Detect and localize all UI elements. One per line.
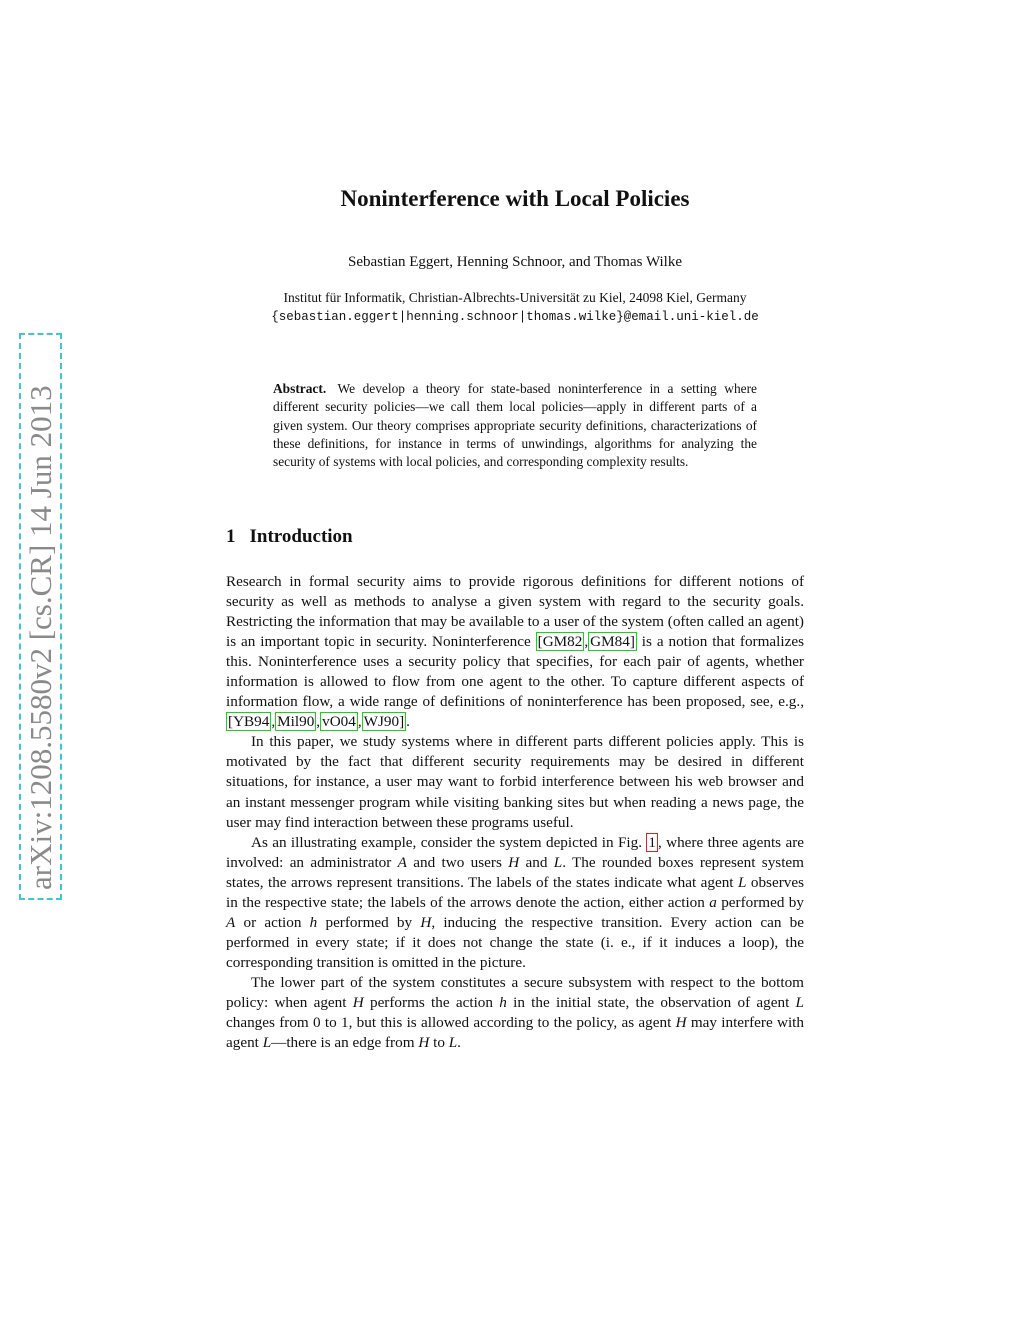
abstract: [273, 380, 757, 471]
section-heading: [226, 526, 353, 548]
citation-separator: ,: [357, 713, 362, 731]
paragraph-4: [226, 973, 804, 1053]
citation-link[interactable]: [588, 632, 637, 651]
math-var: L: [448, 1034, 458, 1052]
text-run: and two users: [406, 853, 509, 871]
math-var: L: [737, 873, 747, 891]
citation-key: Mil90: [277, 713, 315, 731]
text-run: observes in the respective state; the labels of the arrows denote the action, either action: [226, 873, 804, 911]
text-run: , where three agents are involved: an administrator: [226, 833, 804, 871]
math-var: h: [309, 913, 318, 931]
text-run: .: [457, 1034, 461, 1052]
paper-title: Noninterference with Local Policies: [340, 186, 690, 211]
citation-link[interactable]: [226, 712, 271, 731]
citation-key: vO04: [322, 713, 356, 731]
text-run: or action: [235, 913, 310, 931]
citation-link[interactable]: [320, 712, 358, 731]
math-var: A: [226, 913, 236, 931]
citation-link[interactable]: [275, 712, 316, 731]
text-run: in the initial state, the observation of agent: [506, 993, 796, 1011]
text-run: changes from 0 to 1, but this is allowed according to the policy, as agent: [226, 1014, 676, 1032]
paper-email: {sebastian.eggert|henning.schnoor|thomas.wilke}@email.uni-kiel.de: [271, 310, 759, 324]
text-run: . The rounded boxes represent system states, the arrows represent transitions. The labels of the states indicate what agent: [226, 853, 804, 891]
math-var: H: [675, 1014, 687, 1032]
text-run: performs the action: [363, 993, 500, 1011]
math-var: L: [553, 853, 563, 871]
math-var: H: [418, 1034, 430, 1052]
citation-separator: ,: [316, 713, 321, 731]
citation-separator: ,: [584, 633, 589, 651]
section-title: Introduction: [249, 526, 353, 547]
text-run: may interfere with agent: [226, 1014, 804, 1052]
text-run: performed by: [317, 913, 421, 931]
math-var: H: [352, 993, 364, 1011]
text-run: .: [406, 713, 410, 731]
paragraph-1: [226, 572, 804, 732]
citation-key: YB94: [233, 713, 270, 731]
text-run: —there is an edge from: [271, 1034, 419, 1052]
paragraph-3: [226, 833, 804, 973]
text-run: Research in formal security aims to provide rigorous definitions for different notions of security as well as methods to analyse a given system with regard to the security goals. Restricting the information that may be available to a user of the system (often called an agent) is an important topic in security. Noninterference: [226, 573, 804, 651]
citation-bracket: [: [228, 713, 234, 731]
citation-key: GM84: [590, 633, 630, 651]
paper-authors: Sebastian Eggert, Henning Schnoor, and Thomas Wilke: [347, 254, 682, 270]
math-var: A: [397, 853, 407, 871]
text-run: As an illustrating example, consider the system depicted in Fig.: [251, 833, 647, 851]
citation-key: WJ90: [363, 713, 400, 731]
abstract-label: Abstract.: [273, 381, 327, 396]
citation-bracket: [: [537, 633, 543, 651]
math-var: a: [709, 893, 717, 911]
arxiv-identifier: arXiv:1208.5580v2 [cs.CR] 14 Jun 2013: [23, 385, 58, 890]
citation-link[interactable]: [536, 632, 585, 651]
text-run: The lower part of the system constitutes a secure subsystem with respect to the bottom policy: when agent: [226, 973, 804, 1011]
figure-ref-link[interactable]: 1: [648, 833, 656, 851]
citation-link[interactable]: [362, 712, 407, 731]
text-run: is a notion that formalizes this. Noninterference uses a security policy that specifies, for each pair of agents, whether information is allowed to flow from one agent to the other. To capture different aspects of information flow, a wide range of definitions of noninterference has been proposed, see, e.g.,: [226, 633, 804, 711]
citation-key: GM82: [542, 633, 583, 651]
text-run: performed by: [716, 893, 804, 911]
section-number: 1: [226, 526, 236, 547]
math-var: H: [420, 913, 432, 931]
citation-bracket: ]: [399, 713, 405, 731]
text-run: , inducing the respective transition. Every action can be performed in every state; if it does not change the state (i. e., if it induces a loop), the corresponding transition is omitted in the picture.: [226, 913, 804, 971]
math-var: h: [499, 993, 507, 1011]
paragraph-2: In this paper, we study systems where in different parts different policies apply. This is motivated by the fact that different security requirements may be desired in different situations, for instance, a user may want to forbid interference between his web browser and an instant messenger program while visiting banking sites but when reading a news page, the user may find interaction between these programs useful.: [226, 733, 804, 831]
math-var: L: [795, 993, 804, 1011]
text-run: to: [429, 1034, 449, 1052]
paper-affiliation: Institut für Informatik, Christian-Albrechts-Universität zu Kiel, 24098 Kiel, Germany: [283, 290, 747, 305]
citation-bracket: ]: [629, 633, 635, 651]
abstract-text: We develop a theory for state-based noninterference in a setting where different security policies—we call them local policies—apply in different parts of a given system. Our theory comprises appropriate security definitions, characterizations of these definitions, for instance in terms of unwindings, algorithms for analyzing the security of systems with local policies, and corresponding complexity results.: [273, 381, 758, 470]
section-body: [226, 572, 804, 1053]
citation-separator: ,: [271, 713, 276, 731]
math-var: H: [508, 853, 520, 871]
math-var: L: [262, 1034, 272, 1052]
text-run: and: [519, 853, 554, 871]
